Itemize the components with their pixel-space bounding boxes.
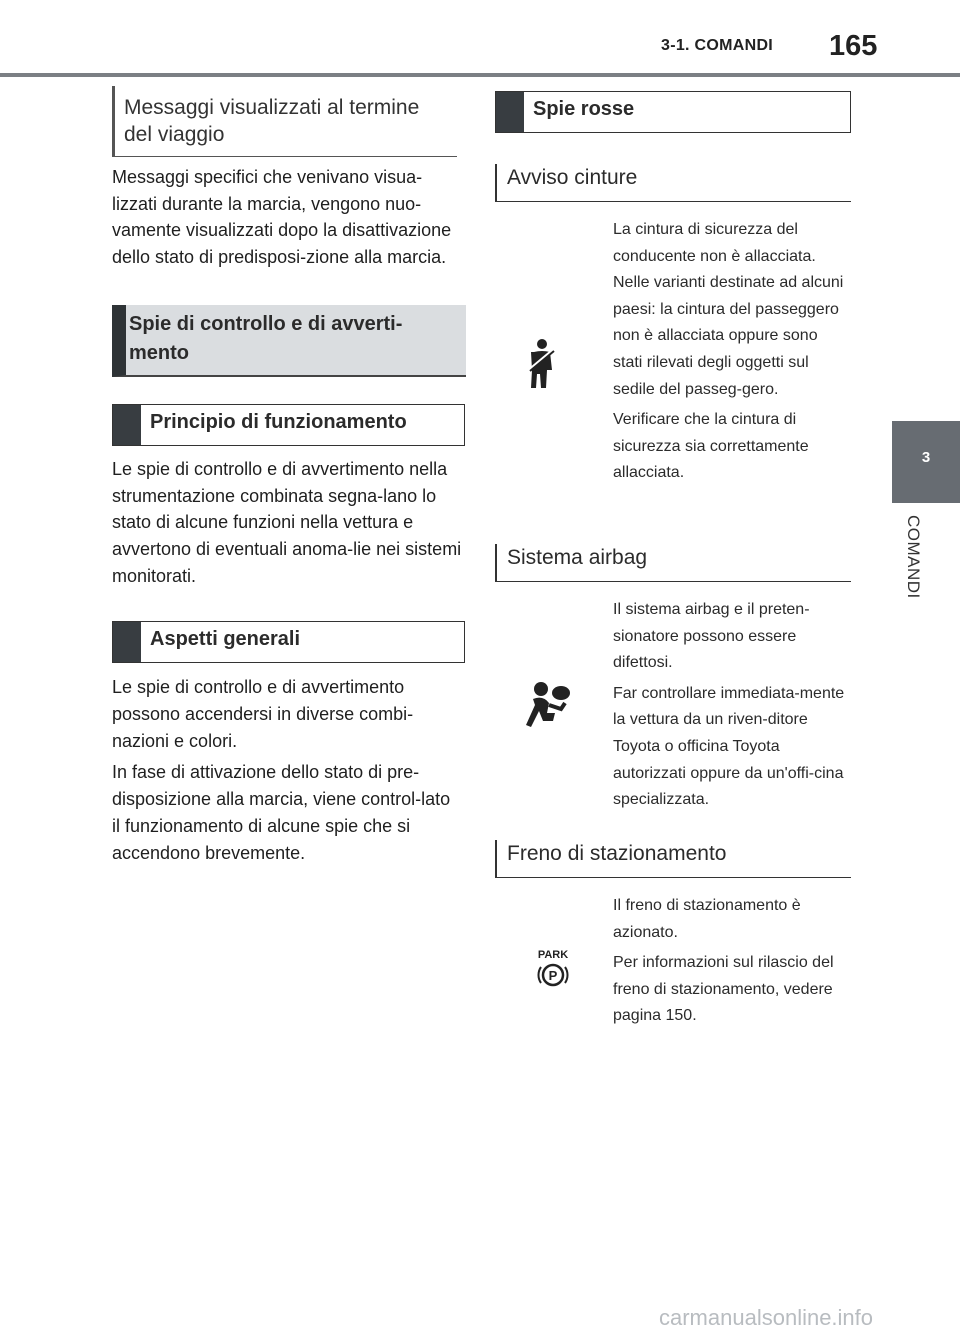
- section-header: 3-1. COMANDI: [661, 37, 774, 54]
- heading-bar: [113, 622, 141, 662]
- header-rule: [0, 73, 960, 77]
- general-body-1: Le spie di controllo e di avvertimento possono accendersi in diverse combi-nazioni e colori.: [112, 677, 414, 751]
- airbag-warning-icon: [525, 681, 575, 727]
- principle-heading-label: Principio di funzionamento: [150, 410, 407, 433]
- heading-bar: [496, 92, 524, 132]
- chapter-tab[interactable]: [892, 421, 960, 503]
- principle-heading: [112, 404, 465, 446]
- red-lights-heading-label: Spie rosse: [533, 98, 635, 120]
- red-lights-heading: [495, 91, 851, 133]
- seatbelt-row: [495, 217, 851, 515]
- airbag-text: [613, 597, 851, 814]
- seatbelt-text-1: La cintura di sicurezza del conducente non è allacciata. Nelle varianti destinate ad alcuni paesi: la cintura del passeggero non è allacciata oppure sono stati rilevati degli oggetti sul sedile del passeg-gero.: [613, 221, 844, 398]
- chapter-label: COMANDI: [904, 515, 923, 599]
- parking-brake-text-1: Il freno di stazionamento è azionato.: [613, 897, 801, 941]
- park-label: PARK: [537, 949, 569, 961]
- parking-brake-row: [495, 893, 851, 1033]
- principle-body: Le spie di controllo e di avvertimento nella strumentazione combinata segna-lano lo stato di alcune funzioni nella vettura e avvertono di eventuali anoma-lie nei sistemi monitorati.: [112, 458, 462, 586]
- left-column: [112, 86, 466, 866]
- airbag-text-1: Il sistema airbag e il preten-sionatore possono essere difettosi.: [613, 601, 810, 672]
- airbag-text-2: Far controllare immediata-mente la vettura da un riven-ditore Toyota o officina Toyota autorizzati oppure da un'offi-cina specializzata.: [613, 684, 845, 809]
- warning-lights-heading: Spie di controllo e di avverti-mento: [112, 305, 466, 377]
- watermark: carmanualsonline.info: [659, 1305, 874, 1330]
- general-heading: [112, 621, 465, 663]
- seatbelt-title: Avviso cinture: [495, 164, 851, 202]
- parking-brake-text-2: Per informazioni sul rilascio del freno di stazionamento, vedere pagina 150.: [613, 954, 834, 1025]
- airbag-title: Sistema airbag: [495, 544, 851, 582]
- airbag-row: [495, 597, 851, 815]
- seatbelt-text-2: Verificare che la cintura di sicurezza sia correttamente allacciata.: [613, 411, 809, 482]
- end-trip-body: Messaggi specifici che venivano visua-lizzati durante la marcia, vengono nuo-vamente visualizzati dopo la disattivazione dello stato di predisposi-zione alla marcia.: [112, 167, 452, 268]
- parking-brake-text: [613, 893, 851, 1030]
- chapter-number: 3: [921, 449, 931, 466]
- parking-brake-title: Freno di stazionamento: [495, 840, 851, 878]
- page-number: 165: [829, 30, 878, 62]
- seatbelt-text: [613, 217, 851, 487]
- general-heading-label: Aspetti generali: [150, 628, 301, 651]
- heading-bar: [113, 405, 141, 445]
- park-letter: P: [548, 968, 558, 983]
- right-column: [495, 91, 851, 1033]
- parking-brake-icon: [533, 947, 573, 987]
- seatbelt-warning-icon: [525, 338, 559, 388]
- end-trip-title: Messaggi visualizzati al termine del viaggio: [112, 86, 457, 157]
- general-body-2: In fase di attivazione dello stato di pre-disposizione alla marcia, viene control-lato il funzionamento di alcune spie che si accendono brevemente.: [112, 762, 451, 863]
